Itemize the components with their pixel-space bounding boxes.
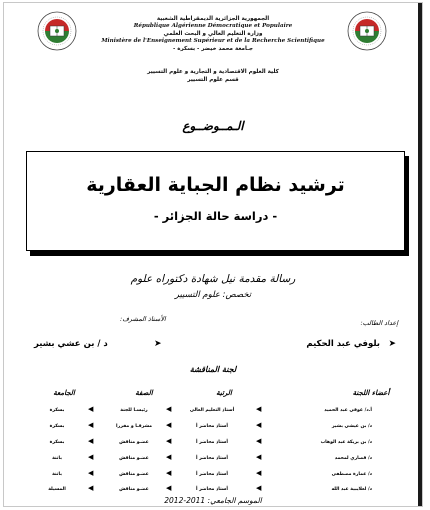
header-rank: الرتبة: [216, 389, 232, 397]
member-university: بسكرة: [49, 424, 65, 429]
header-university: الجامعة: [53, 389, 75, 397]
member-name: د/ قصاري لمحمد: [334, 456, 372, 461]
member-role: عضـو مناقش: [119, 472, 149, 477]
arrow-marker-icon: ◀: [256, 469, 262, 477]
arrow-marker-icon: ◀: [256, 421, 262, 429]
header-university-ar: جـامعة محمد خيضر - بسكرة -: [172, 46, 254, 52]
member-name: أ.د/ غوفي عبد الحميد: [324, 408, 372, 413]
arrow-marker-icon: ◀: [88, 437, 94, 445]
thesis-subtitle: - دراسة حالة الجزائر -: [153, 209, 278, 223]
arrow-marker-icon: ◀: [256, 405, 262, 413]
arrow-marker-icon: ◀: [88, 405, 94, 413]
document-page: [3, 2, 423, 507]
specialty-line: تخصص: علوم التسيير: [174, 290, 252, 300]
member-university: باتنة: [52, 472, 62, 477]
subject-label: الـمــوضــوع: [182, 119, 244, 133]
committee-title: لجنة المناقشة: [189, 365, 237, 374]
member-role: عضـو مناقش: [119, 487, 149, 492]
header-members: أعضاء اللجنة: [352, 389, 390, 397]
student-name: بلوفي عبد الحكيم: [306, 339, 380, 349]
supervisor-label: الأستاذ المشرف:: [120, 315, 166, 323]
arrow-marker-icon: ◀: [88, 421, 94, 429]
member-rank: أستاذ محاضر أ: [196, 440, 228, 445]
member-name: د/ عمارة مصطفى: [331, 472, 372, 477]
member-role: رئيسـا للجنة: [120, 408, 148, 413]
member-role: عضـو مناقش: [119, 456, 149, 461]
arrow-marker-icon: ◀: [166, 453, 172, 461]
thesis-title: ترشيد نظام الجباية العقارية: [86, 174, 345, 196]
arrow-marker-icon: ➤: [154, 339, 162, 349]
arrow-marker-icon: ◀: [256, 453, 262, 461]
arrow-marker-icon: ➤: [388, 339, 396, 349]
member-rank: أستاذ محاضر أ: [196, 456, 228, 461]
member-rank: أستاذ التعليم العالي: [189, 408, 235, 413]
arrow-marker-icon: ◀: [88, 484, 94, 492]
member-rank: أستاذ محاضر أ: [196, 472, 228, 477]
header-republic-fr: République Algérienne Démocratique et Populaire: [133, 23, 293, 29]
member-role: مشرفـا و مقررا: [116, 424, 152, 429]
member-university: المسيلة: [48, 487, 66, 492]
member-name: د/ بن بريكة عبد الوهاب: [320, 440, 372, 445]
arrow-marker-icon: ◀: [166, 405, 172, 413]
arrow-marker-icon: ◀: [256, 484, 262, 492]
member-university: بسكرة: [49, 408, 65, 413]
member-name: د/ لعلايبية عبد الله: [331, 487, 372, 492]
arrow-marker-icon: ◀: [166, 421, 172, 429]
arrow-marker-icon: ◀: [166, 437, 172, 445]
member-rank: أستاذ محاضر أ: [196, 424, 228, 429]
student-label: إعداد الطالب:: [360, 319, 398, 327]
arrow-marker-icon: ◀: [166, 484, 172, 492]
member-rank: أستاذ محاضر أ: [196, 487, 228, 492]
member-university: بسكرة: [49, 440, 65, 445]
header-ministry-ar: وزارة التعليم العالي و البحث العلمي: [163, 31, 263, 37]
member-role: عضـو مناقش: [119, 440, 149, 445]
member-name: د/ بن عيشي بشير: [331, 424, 372, 429]
arrow-marker-icon: ◀: [166, 469, 172, 477]
faculty-name: كلية العلوم الاقتصادية و التجارية و علوم التسيير: [147, 69, 279, 75]
arrow-marker-icon: ◀: [88, 469, 94, 477]
member-university: باتنة: [52, 456, 62, 461]
header-role: الصفة: [135, 389, 153, 397]
title-frame: [26, 151, 405, 251]
academic-year: الموسم الجامعي: 2011-2012: [164, 496, 262, 505]
supervisor-name: د / بن عشي بشير: [34, 339, 108, 349]
arrow-marker-icon: ◀: [256, 437, 262, 445]
header-republic-ar: الجمهورية الجزائرية الديمقراطية الشعبية: [156, 16, 270, 22]
thesis-degree-line: رسالة مقدمة نيل شهادة دكتوراه علوم: [130, 273, 296, 285]
department-name: قسم علوم التسيير: [187, 77, 239, 83]
arrow-marker-icon: ◀: [88, 453, 94, 461]
header-ministry-fr: Ministère de l'Enseignement Supérieur et de la Recherche Scientifique: [101, 38, 325, 44]
